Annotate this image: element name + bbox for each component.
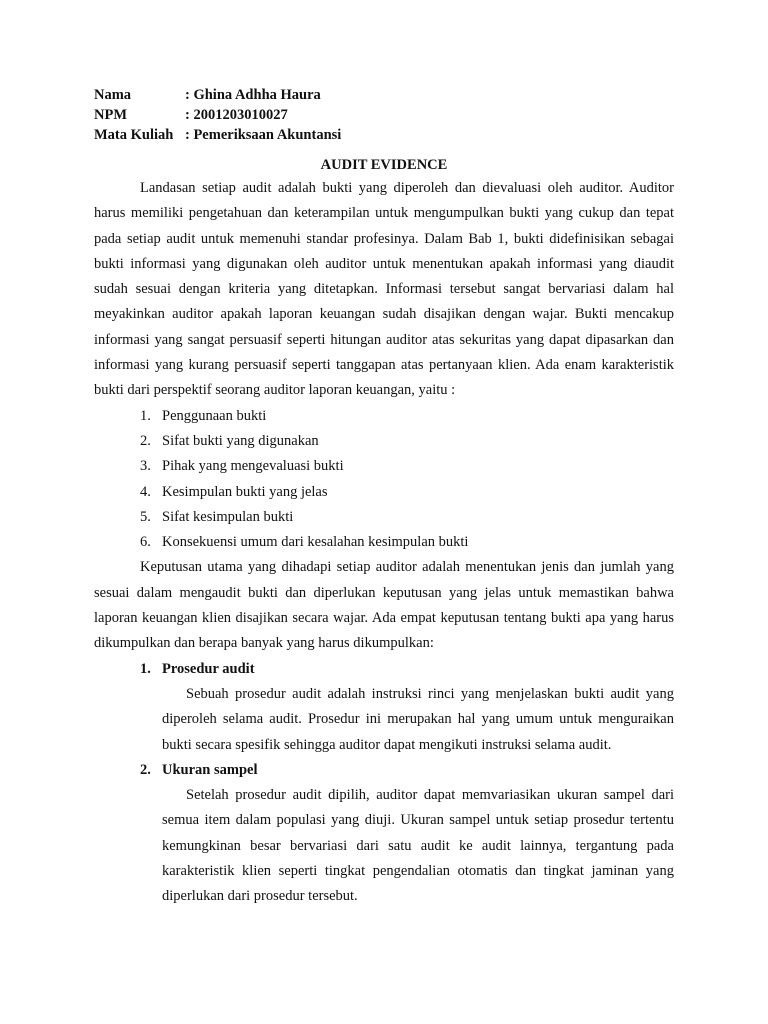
list-text: Pihak yang mengevaluasi bukti <box>162 458 344 475</box>
list-number: 1. <box>140 407 151 424</box>
list-item <box>94 454 674 479</box>
list-number: 3. <box>140 458 151 475</box>
header-value: : Pemeriksaan Akuntansi <box>185 127 342 143</box>
list-item <box>94 429 674 454</box>
list-number: 4. <box>140 483 151 500</box>
list-item <box>94 530 674 555</box>
section-heading <box>94 758 674 783</box>
header-row-name <box>94 85 674 105</box>
section-number: 2. <box>140 761 151 778</box>
list-text: Konsekuensi umum dari kesalahan kesimpulan bukti <box>162 534 469 551</box>
section-audit-procedure <box>94 657 674 758</box>
header-value: : Ghina Adhha Haura <box>185 87 321 103</box>
list-text: Sifat bukti yang digunakan <box>162 432 319 449</box>
list-text: Kesimpulan bukti yang jelas <box>162 483 328 500</box>
header-row-course <box>94 125 674 145</box>
list-text: Sifat kesimpulan bukti <box>162 508 294 525</box>
paragraph-decisions: Keputusan utama yang dihadapi setiap auditor adalah menentukan jenis dan jumlah yang sesuai dalam mengaudit bukti dan diperlukan keputusan yang jelas untuk memastikan bahwa laporan keuangan klien disajikan secara wajar. Ada empat keputusan tentang bukti apa yang harus dikumpulkan dan berapa banyak yang harus dikumpulkan: <box>94 559 674 652</box>
document-title: AUDIT EVIDENCE <box>320 157 448 173</box>
paragraph-intro: Landasan setiap audit adalah bukti yang diperoleh dan dievaluasi oleh auditor. Auditor harus memiliki pengetahuan dan keterampilan untuk mengumpulkan bukti yang cukup dan tepat pada setiap audit untuk memenuhi standar profesinya. Dalam Bab 1, bukti didefinisikan sebagai bukti informasi yang digunakan oleh auditor untuk menentukan apakah informasi yang diaudit sudah sesuai dengan kriteria yang ditetapkan. Informasi tersebut sangat bervariasi dalam hal meyakinkan auditor apakah laporan keuangan sudah disajikan dengan wajar. Bukti mencakup informasi yang sangat persuasif seperti hitungan auditor atas sekuritas yang dapat dipasarkan dan informasi yang kurang persuasif seperti tanggapan atas pertanyaan klien. Ada enam karakteristik bukti dari perspektif seorang auditor laporan keuangan, yaitu : <box>94 180 674 399</box>
section-sample-size <box>94 758 674 910</box>
header-label: Mata Kuliah <box>94 127 174 143</box>
section-body: Sebuah prosedur audit adalah instruksi rinci yang menjelaskan bukti audit yang diperoleh selama audit. Prosedur ini merupakan hal yang umum untuk menguraikan bukti secara spesifik sehingga auditor dapat mengikuti instruksi selama audit. <box>162 685 674 753</box>
section-title: Ukuran sampel <box>162 761 258 778</box>
list-item <box>94 505 674 530</box>
header-label: Nama <box>94 87 132 103</box>
section-title: Prosedur audit <box>162 660 255 677</box>
header-value: : 2001203010027 <box>185 107 288 123</box>
list-text: Penggunaan bukti <box>162 407 267 424</box>
list-number: 5. <box>140 508 151 525</box>
list-item <box>94 480 674 505</box>
list-number: 2. <box>140 432 151 449</box>
section-number: 1. <box>140 660 151 677</box>
header-label: NPM <box>94 107 128 123</box>
header-row-npm <box>94 105 674 125</box>
list-number: 6. <box>140 534 151 551</box>
list-item <box>94 404 674 429</box>
characteristics-list <box>94 404 674 556</box>
student-info-header <box>94 85 674 145</box>
section-heading <box>94 657 674 682</box>
section-body: Setelah prosedur audit dipilih, auditor dapat memvariasikan ukuran sampel dari semua item dalam populasi yang diuji. Ukuran sampel untuk setiap prosedur tertentu kemungkinan besar bervariasi dari satu audit ke audit lainnya, tergantung pada karakteristik klien seperti tingkat pengendalian otomatis dan tingkat jaminan yang diperlukan dari prosedur tersebut. <box>162 787 674 905</box>
